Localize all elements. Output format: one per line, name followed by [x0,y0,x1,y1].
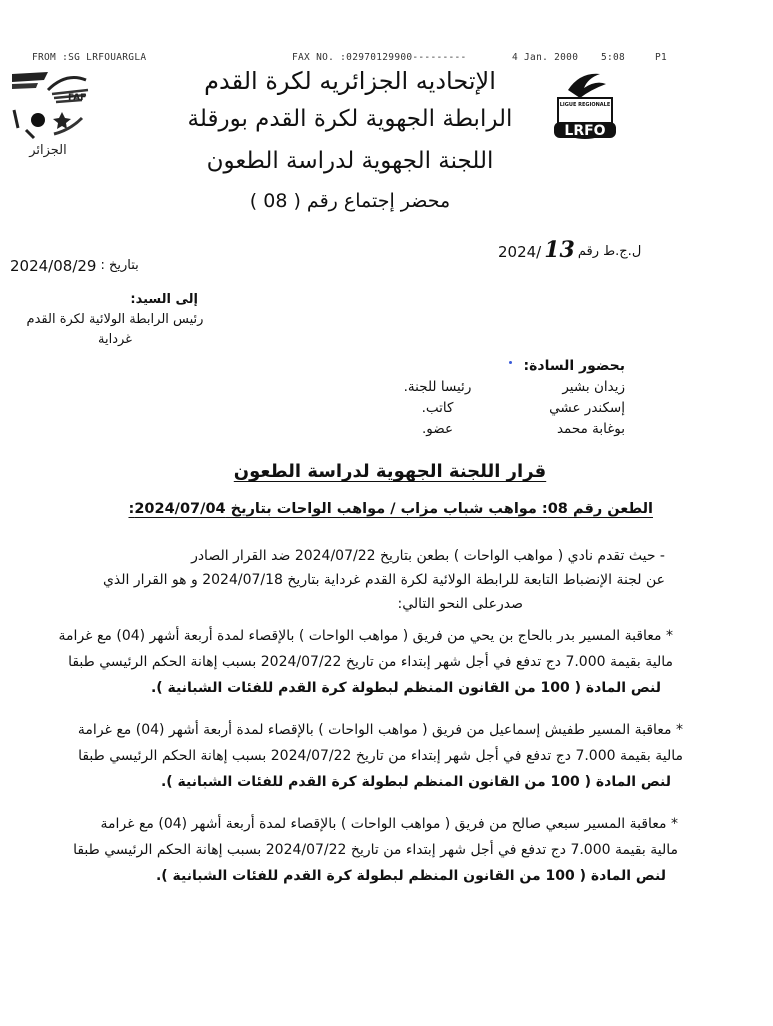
attendance-title: بحضور السادة: [523,358,625,374]
fax-page: P1 [655,52,668,63]
sanction-line: مالية بقيمة 7.000 دج تدفع في أجل شهر إبتداء من تاريخ 2024/07/22 بسبب إهانة الحكم الرئيسي طبقا [73,842,678,858]
faf-logo [8,68,96,158]
federation-title: الإتحاديه الجزائريه لكرة القدم [204,67,496,95]
svg-text:الجزائر: الجزائر [29,143,67,158]
addressee-to: إلى السيد: [130,292,198,307]
svg-text:LIGUE REGIONALE: LIGUE REGIONALE [559,102,611,108]
document-date [10,256,139,276]
member-role: كاتب. [421,399,454,416]
league-title: الرابطة الجهوية لكرة القدم بورقلة [187,106,513,132]
addressee-line2: غرداية [98,332,132,347]
minutes-title: محضر إجتماع رقم ( 08 ) [249,190,451,212]
sanction-line: * معاقبة المسير طفيش إسماعيل من فريق ( مواهب الواحات ) بالإقصاء لمدة أربعة أشهر (04) مع غرامة [77,722,683,738]
reference-number [498,238,641,262]
addressee-line1: رئيس الرابطة الولائية لكرة القدم [26,312,204,327]
decision-title: قرار اللجنة الجهوية لدراسة الطعون [233,461,547,482]
member-name: إسكندر عشي [549,399,625,416]
intro-line: صدرعلى النحو التالي: [397,596,523,612]
faf-emblem-icon [8,68,96,158]
svg-text:LRFO: LRFO [564,123,606,139]
sanction-line: * معاقبة المسير بدر بالحاج بن يحي من فريق ( مواهب الواحات ) بالإقصاء لمدة أربعة أشهر (04) مع غرامة [58,628,673,644]
reference-label: ل.ج.ط رقم [577,244,642,259]
intro-line: - حيث تقدم نادي ( مواهب الواحات ) بطعن بتاريخ 2024/07/22 ضد القرار الصادر [191,548,665,564]
appeal-title: الطعن رقم 08: مواهب شباب مزاب / مواهب الواحات بتاريخ 2024/07/04: [128,501,653,517]
attendance-row [370,397,625,418]
fax-header [0,52,773,66]
sanction-line: مالية بقيمة 7.000 دج تدفع في أجل شهر إبتداء من تاريخ 2024/07/22 بسبب إهانة الحكم الرئيسي طبقا [78,748,683,764]
member-role: رئيسا للجنة. [403,378,472,395]
svg-text:FAF: FAF [68,93,87,103]
date-value: 2024/08/29 [10,257,97,275]
lrfo-emblem-icon [550,70,620,148]
member-name: زيدان بشير [562,378,625,395]
fax-number: FAX NO. :02970129900--------- [292,52,467,63]
sanction-line: لنص المادة ( 100 من القانون المنظم لبطولة كرة القدم للفئات الشبانية ). [155,868,666,884]
intro-line: عن لجنة الإنضباط التابعة للرابطة الولائية لكرة القدم غرداية بتاريخ 2024/07/18 و هو القرار الذي [102,572,665,588]
attendance-block [370,356,625,439]
addressee-block [20,290,210,350]
sanction-line: لنص المادة ( 100 من القانون المنظم لبطولة كرة القدم للفئات الشبانية ). [160,774,671,790]
sanction-line: * معاقبة المسير سبعي صالح من فريق ( مواهب الواحات ) بالإقصاء لمدة أربعة أشهر (04) مع غرامة [100,816,678,832]
sanction-line: مالية بقيمة 7.000 دج تدفع في أجل شهر إبتداء من تاريخ 2024/07/22 بسبب إهانة الحكم الرئيسي طبقا [68,654,673,670]
reference-year: 2024/ [498,243,542,261]
attendance-row [370,418,625,439]
sanction-line: لنص المادة ( 100 من القانون المنظم لبطولة كرة القدم للفئات الشبانية ). [150,680,661,696]
member-role: عضو. [421,420,454,437]
fax-date: 4 Jan. 2000 [512,52,579,63]
attendance-row [370,376,625,397]
fax-time: 5:08 [601,52,626,63]
committee-title: اللجنة الجهوية لدراسة الطعون [206,148,494,174]
reference-handwritten-number: 13 [544,237,575,263]
lrfo-logo [550,70,620,148]
member-name: بوغابة محمد [556,420,625,437]
fax-from: FROM :SG LRFOUARGLA [32,52,147,63]
date-label: بتاريخ : [100,258,139,273]
